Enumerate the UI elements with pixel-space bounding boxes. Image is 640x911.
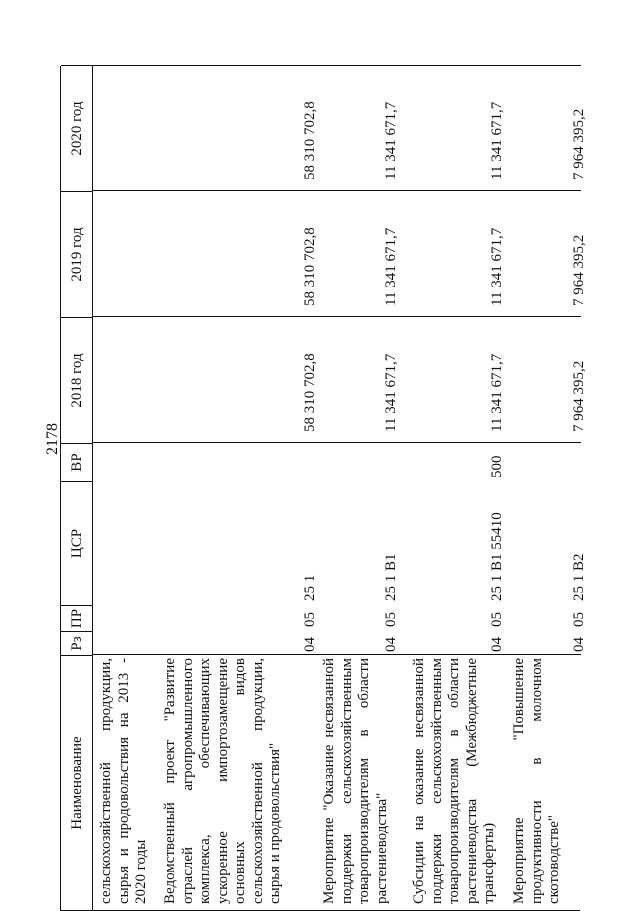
row-csr: 25 1 В1 55410 xyxy=(489,512,505,601)
row-name: Субсидии на оказание несвязанной поддержки сельскохозяйственным товаропроизводителям в области растениеводства (Межбюджетные трансферты) xyxy=(411,658,497,904)
row-pr: 05 xyxy=(383,612,399,627)
row-2018: 11 341 671,7 xyxy=(489,353,505,432)
row-name: Ведомственный проект "Развитие отраслей агропромышленного комплекса, обеспечивающих ускоренное импортозамещение основных видов сельскохозяйственной продукции, сырья и продовольствия" xyxy=(162,658,283,904)
header-name: Наименование xyxy=(61,655,93,910)
row-2018: 7 964 395,2 xyxy=(571,360,587,432)
row-csr: 25 1 В1 xyxy=(383,553,399,601)
row-2019: 7 964 395,2 xyxy=(571,234,587,306)
row-vr: 500 xyxy=(489,455,505,478)
column-divider xyxy=(93,654,581,655)
page-number: 2178 xyxy=(44,423,61,455)
row-name: Мероприятие "Повышение продуктивности в молочном скотоводстве" xyxy=(511,658,562,904)
row-rz: 04 xyxy=(302,637,318,652)
row-csr: 25 1 xyxy=(302,574,318,601)
row-2019: 11 341 671,7 xyxy=(383,227,399,306)
table-frame xyxy=(60,66,587,911)
row-name: Мероприятие "Оказание несвязанной поддержки сельскохозяйственным товаропроизводителям в области растениеводства" xyxy=(321,658,390,904)
header-2018: 2018 год xyxy=(61,317,93,443)
header-2019: 2019 год xyxy=(61,191,93,317)
column-divider xyxy=(93,190,581,191)
row-rz: 04 xyxy=(571,637,587,652)
row-pr: 05 xyxy=(571,612,587,627)
column-divider xyxy=(93,65,581,66)
column-divider xyxy=(93,316,581,317)
row-csr: 25 1 В2 xyxy=(571,553,587,601)
header-vr: ВР xyxy=(61,443,93,481)
row-2019: 58 310 702,8 xyxy=(302,227,318,306)
column-divider xyxy=(93,442,581,443)
row-2018: 58 310 702,8 xyxy=(302,353,318,432)
row-2020: 11 341 671,7 xyxy=(383,101,399,180)
row-pr: 05 xyxy=(302,612,318,627)
row-rz: 04 xyxy=(383,637,399,652)
row-2020: 58 310 702,8 xyxy=(302,101,318,180)
budget-table xyxy=(60,66,640,904)
row-2019: 11 341 671,7 xyxy=(489,227,505,306)
row-pr: 05 xyxy=(489,612,505,627)
header-pr: ПР xyxy=(61,605,93,631)
row-name: сельскохозяйственной продукции, сырья и продовольствия на 2013 - 2020 годы xyxy=(98,658,149,904)
row-2020: 11 341 671,7 xyxy=(489,101,505,180)
header-rz: Рз xyxy=(61,631,93,655)
header-csr: ЦСР xyxy=(61,481,93,605)
row-2018: 11 341 671,7 xyxy=(383,353,399,432)
header-2020: 2020 год xyxy=(61,65,93,191)
row-rz: 04 xyxy=(489,637,505,652)
row-2020: 7 964 395,2 xyxy=(571,108,587,180)
